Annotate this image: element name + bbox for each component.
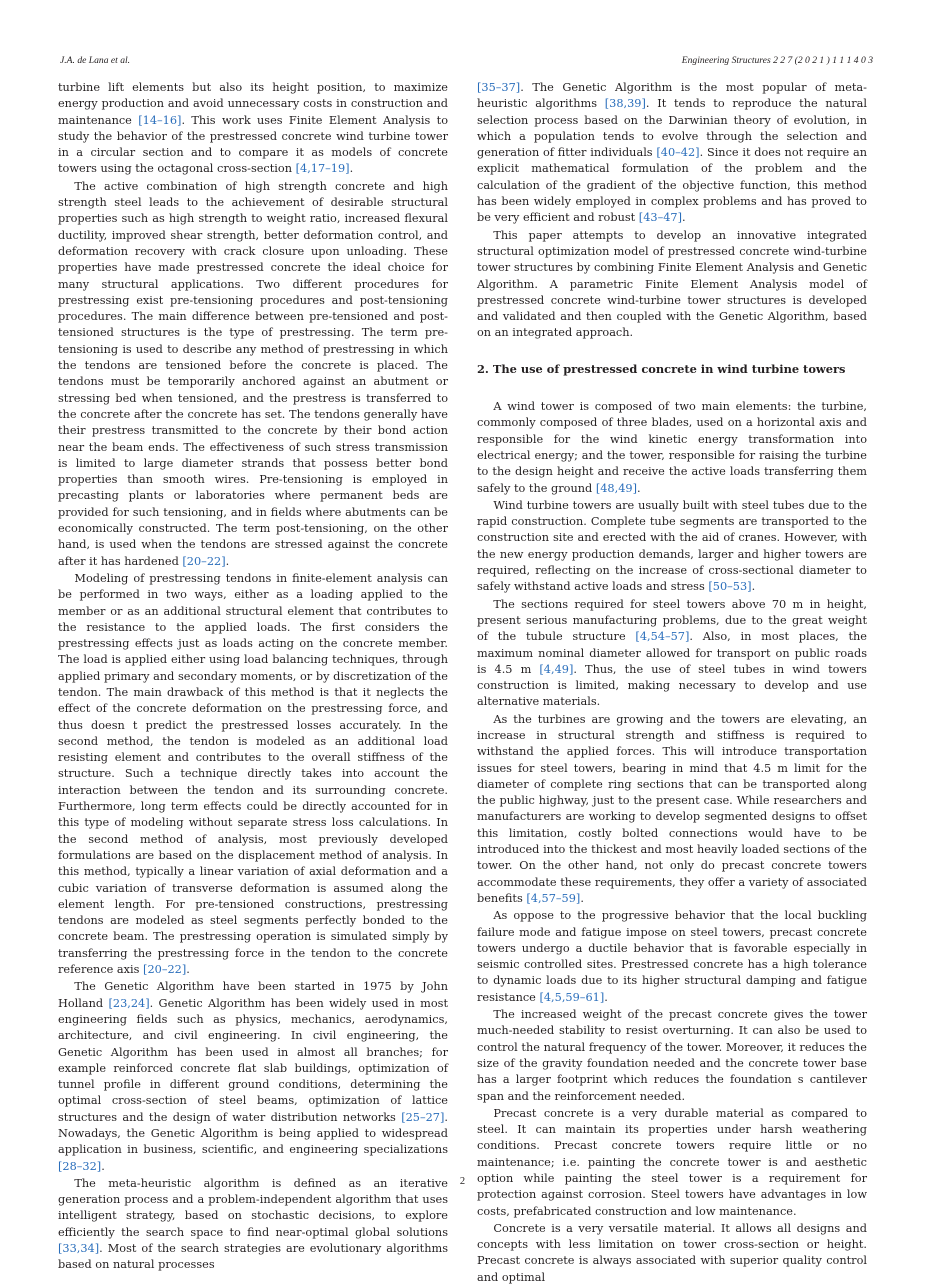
citation-link[interactable]: [14–16] [138,113,182,127]
right-column [477,80,867,1286]
paragraph [477,399,867,497]
text-run: turbine lift elements but also its height position, to maximize energy production and avoid unnecessary costs in construction and maintenance [58,81,448,127]
paragraph [477,908,867,1006]
citation-link[interactable]: [4,54–57] [635,630,690,644]
paragraph [477,1221,867,1286]
text-run: . Since it does not require an explicit mathematical formulation of the problem and the calculation of the gradient of the objective function, this method has been widely employed in complex problems and has proved to be very efficient and robust [477,146,867,225]
text-run: This paper attempts to develop an innovative integrated structural optimization model of prestressed concrete wind-turbine tower structures by combining Finite Element Analysis and Genetic Algorithm. A parametric Finite Element Analysis model of prestressed concrete wind-turbine tower structures is developed and validated and then coupled with the Genetic Algorithm, based on an integrated approach. [477,228,867,340]
citation-link[interactable]: [33,34] [58,1242,100,1256]
text-run: A wind tower is composed of two main elements: the turbine, commonly composed of three blades, used on a horizontal axis and responsible for the wind kinetic energy transformation into electrical energy; and the tower, responsible for raising the turbine to the design height and receive the active loads transferring them safely to the ground [477,400,867,495]
text-run: . Most of the search strategies are evolutionary algorithms based on natural processes [58,1242,448,1272]
paragraph [477,597,867,711]
text-run: . Also, in most places, the maximum nominal diameter allowed for transport on public roads is 4.5 m [477,630,867,676]
text-run: The sections required for steel towers above 70 m in height, present serious manufacturing problems, due to the great weight of the tubule structure [477,597,867,644]
citation-link[interactable]: [35–37] [477,81,521,94]
text-run: As oppose to the progressive behavior that the local buckling failure mode and fatigue impose on steel towers, precast concrete towers undergo a ductile behavior that is favorable especially in seismic controlled sites. Prestressed concrete has a high tolerance to dynamic loads due to its higher structural damping and fatigue resistance [477,909,867,1004]
citation-link[interactable]: [50–53] [708,580,752,594]
paragraph [58,179,448,570]
text-run: . [751,580,756,594]
text-run: . [604,990,608,1004]
text-run: . The Genetic Algorithm is the most popular of meta-heuristic algorithms [477,81,867,111]
citation-link[interactable]: [20–22] [182,554,226,568]
citation-link[interactable]: [4,5,59–61] [539,990,605,1004]
running-header [60,55,873,69]
text-run: . [580,891,584,905]
paragraph [477,1106,867,1220]
text-run: . [225,554,230,568]
citation-link[interactable]: [4,17–19] [295,162,350,176]
text-run: Precast concrete is a very durable material as compared to steel. It can maintain its properties under harsh weathering conditions. Precast concrete towers require little or no maintenance; i.e. painting the concrete tower is and aesthetic option while painting the steel tower is a requirement for protection against corrosion. Steel towers have advantages in low costs, prefabricated construction and low maintenance. [477,1106,867,1218]
citation-link[interactable]: [4,49] [539,662,574,676]
section-heading: 2. The use of prestressed concrete in wind turbine towers [477,361,846,376]
citation-link[interactable]: [28–32] [58,1159,102,1173]
citation-link[interactable]: [43–47] [638,211,682,225]
left-column [58,80,448,1274]
citation-link[interactable]: [4,57–59] [526,891,581,905]
citation-link[interactable]: [40–42] [656,146,700,160]
text-run: . [349,162,354,176]
citation-link[interactable]: [25–27] [401,1110,445,1124]
paragraph [477,1007,867,1105]
paragraph [58,1176,448,1274]
paragraph [477,80,867,227]
text-run: . [682,211,686,225]
text-run: As the turbines are growing and the towers are elevating, an increase in structural strength and stiffness is required to withstand the applied forces. This will introduce transportation issues for steel towers, bearing in mind that 4.5 m limit for the diameter of complete ring sections that can be transported along the public highway, just to the present case. While researchers and manufacturers are working to develop segmented designs to offset this limitation, costly bolted connections would have to be introduced into the thickest and most heavily loaded sections of the tower. On the other hand, not only do precast concrete towers accommodate these requirements, they offer a variety of associated benefits [477,712,867,905]
paragraph [477,228,867,342]
text-run: . Genetic Algorithm has been widely used in most engineering fields such as physics, mechanics, aerodynamics, architecture, and civil engineering. In civil engineering, the Genetic Algorithm has been used in almost all branches; for example reinforced concrete flat slab buildings, optimization of tunnel profile in different ground conditions, determining the optimal cross-section of steel beams, optimization of lattice structures and the design of water distribution networks [58,996,448,1124]
text-run: Wind turbine towers are usually built with steel tubes due to the rapid construction. Complete tube segments are transported to the construction site and erected with the aid of cranes. However, with the new energy production demands, larger and higher towers are required, reflecting on the increase of cross-sectional diameter to safely withstand active loads and stress [477,498,867,594]
text-run: . [101,1159,105,1173]
citation-link[interactable]: [38,39] [604,97,646,111]
header-authors: J.A. de Lana et al. [60,55,131,66]
text-run: . This work uses Finite Element Analysis to study the behavior of the prestressed concrete wind turbine tower in a circular section and to compare it as models of concrete towers using the octagonal cross-section [58,113,448,176]
text-run: The active combination of high strength concrete and high strength steel leads to the achievement of desirable structural properties such as high strength to weight ratio, increased flexural ductility, improved shear strength, better deformation control, and deformation recovery with crack closure upon unloading. These properties have made prestressed concrete the ideal choice for many structural applications. Two different procedures for prestressing exist pre-tensioning procedures and post-tensioning procedures. The main difference between pre-tensioned and post-tensioned structures is the type of prestressing. The term pre-tensioning is used to describe any method of prestressing in which the tendons are tensioned before the concrete is placed. The tendons must be temporarily anchored against an abutment or stressing bed when tensioned, and the prestress is transferred to the concrete after the concrete has set. The tendons generally have their prestress transmitted to the concrete by their bond action near the beam ends. The effectiveness of such stress transmission is limited to large diameter strands that possess better bond properties than smooth wires. Pre-tensioning is employed in precasting plants or laboratories where permanent beds are provided for such tensioning, and in fields where abutments can be economically constructed. The term post-tensioning, on the other hand, is used when the tendons are stressed against the concrete after it has hardened [58,179,448,568]
paragraph [477,498,867,596]
text-run: . Thus, the use of steel tubes in wind towers construction is limited, making necessary to develop and use alternative materials. [477,662,867,709]
text-run: The increased weight of the precast concrete gives the tower much-needed stability to resist overturning. It can also be used to control the natural frequency of the tower. Moreover, it reduces the size of the gravity foundation needed and the concrete tower base has a larger footprint which reduces the foundation s cantilever span and the reinforcement needed. [477,1008,867,1103]
citation-link[interactable]: [23,24] [108,996,150,1010]
text-run: The meta-heuristic algorithm is defined as an iterative generation process and a problem-independent algorithm that uses intelligent strategy, based on stochastic decisions, to explore efficiently the search space to find near-optimal global solutions [58,1176,448,1239]
paragraph [58,979,448,1175]
paragraph [58,80,448,178]
citation-link[interactable]: [48,49] [595,481,637,495]
text-run: The Genetic Algorithm have been started in 1975 by John Holland [58,980,448,1010]
text-run: . Nowadays, the Genetic Algorithm is being applied to widespread application in business, scientific, and engineering specializations [58,1110,448,1157]
paragraph [58,571,448,978]
text-run: . It tends to reproduce the natural selection process based on the Darwinian theory of evolution, in which a population tends to evolve through the selection and generation of fitter individuals [477,97,867,160]
text-run: . [186,963,190,977]
header-journal: Engineering Structures 2 2 7 (2 0 2 1 ) 1 1 1 4 0 3 [681,55,873,66]
paragraph [477,712,867,908]
text-run: Concrete is a very versatile material. It allows all designs and concepts with less limitation on tower cross-section or height. Precast concrete is always associated with superior quality control and optimal [477,1221,867,1284]
citation-link[interactable]: [20–22] [143,963,187,977]
text-run: Modeling of prestressing tendons in finite-element analysis can be performed in two ways, either as a loading applied to the member or as an additional structural element that contributes to the resistance to the applied loads. The first considers the prestressing effects just as loads acting on the concrete member. The load is applied either using load balancing techniques, through applied primary and secondary moments, or by discretization of the tendon. The main drawback of this method is that it neglects the effect of the concrete deformation on the prestressing force, and thus doesn t predict the prestressed losses accurately. In the second method, the tendon is modeled as an additional load resisting element and contributes to the overall stiffness of the structure. Such a technique directly takes into account the interaction between the tendon and its surrounding concrete. Furthermore, long term effects could be directly accounted for in this type of modeling without separate stress loss calculations. In the second method of analysis, most previously developed formulations are based on the displacement method of analysis. In this method, typically a linear variation of axial deformation and a cubic variation of transverse deformation is assumed along the element length. For pre-tensioned constructions, prestressing tendons are modeled as steel segments perfectly bonded to the concrete beam. The prestressing operation is simulated simply by transferring the prestressing force in the tendon to the concrete reference axis [58,571,448,977]
page-number: 2 [459,1176,466,1187]
text-run: . [636,481,641,495]
